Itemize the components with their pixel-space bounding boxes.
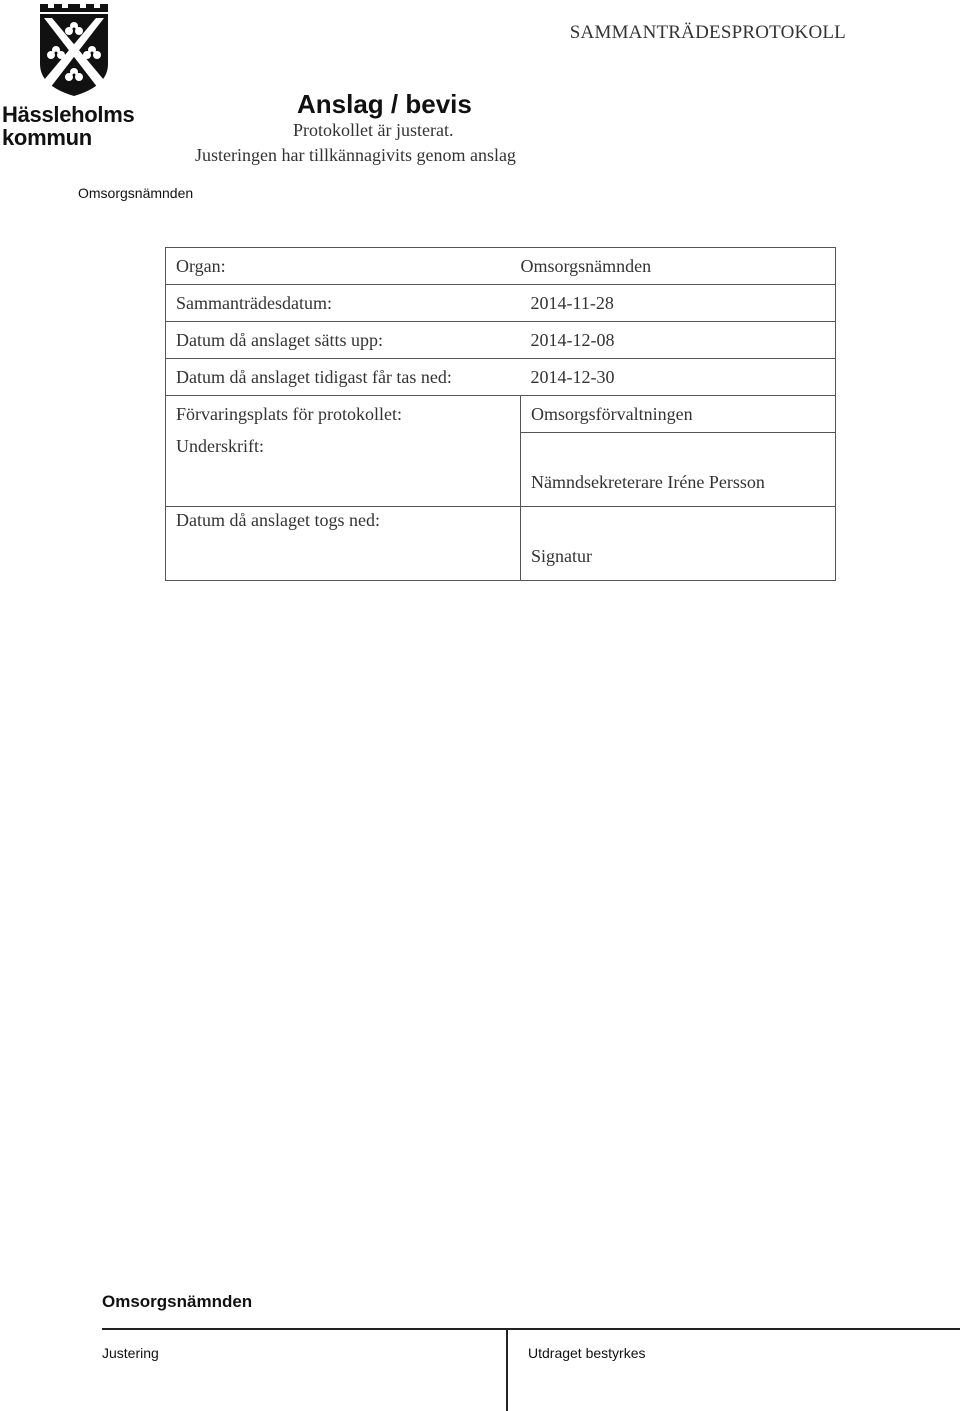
removed-signature-value: Signatur xyxy=(531,546,592,566)
signature-label: Underskrift: xyxy=(176,435,264,456)
meeting-date-value: 2014-11-28 xyxy=(521,285,836,322)
earliest-removal-value: 2014-12-30 xyxy=(521,359,836,396)
storage-label: Förvaringsplats för protokollet: xyxy=(166,396,521,433)
footer-justering: Justering xyxy=(102,1345,159,1361)
coat-of-arms-icon xyxy=(38,2,110,98)
notice-line-1: Protokollet är justerat. xyxy=(293,120,454,140)
footer-utdraget: Utdraget bestyrkes xyxy=(528,1345,646,1361)
municipality-logo xyxy=(0,0,160,160)
logo-wordmark xyxy=(2,103,134,149)
posted-date-label: Datum då anslaget sätts upp: xyxy=(166,322,521,359)
table-row xyxy=(166,433,836,507)
meeting-date-label: Sammanträdesdatum: xyxy=(166,285,521,322)
earliest-removal-label: Datum då anslaget tidigast får tas ned: xyxy=(166,359,521,396)
footer-organ: Omsorgsnämnden xyxy=(102,1292,253,1311)
notice-line-2: Justeringen har tillkännagivits genom anslag xyxy=(195,145,516,165)
logo-name-line2: kommun xyxy=(2,125,92,150)
table-row xyxy=(166,359,836,396)
table-row xyxy=(166,248,836,285)
footer-divider xyxy=(102,1328,960,1330)
footer-column-divider xyxy=(506,1328,508,1411)
logo-name-line1: Hässleholms xyxy=(2,102,135,127)
table-row xyxy=(166,396,836,433)
organ-value: Omsorgsnämnden xyxy=(521,248,836,285)
storage-value: Omsorgsförvaltningen xyxy=(521,396,836,433)
signature-value: Nämndsekreterare Iréne Persson xyxy=(531,472,765,492)
header-organ: Omsorgsnämnden xyxy=(78,185,194,201)
notice-title: Anslag / bevis xyxy=(297,89,472,119)
table-row xyxy=(166,285,836,322)
notice-info-table xyxy=(165,247,836,581)
posted-date-value: 2014-12-08 xyxy=(521,322,836,359)
table-row xyxy=(166,322,836,359)
table-row xyxy=(166,507,836,581)
organ-label: Organ: xyxy=(166,248,521,285)
removed-date-label: Datum då anslaget togs ned: xyxy=(176,510,380,530)
document-type: SAMMANTRÄDESPROTOKOLL xyxy=(569,22,846,43)
